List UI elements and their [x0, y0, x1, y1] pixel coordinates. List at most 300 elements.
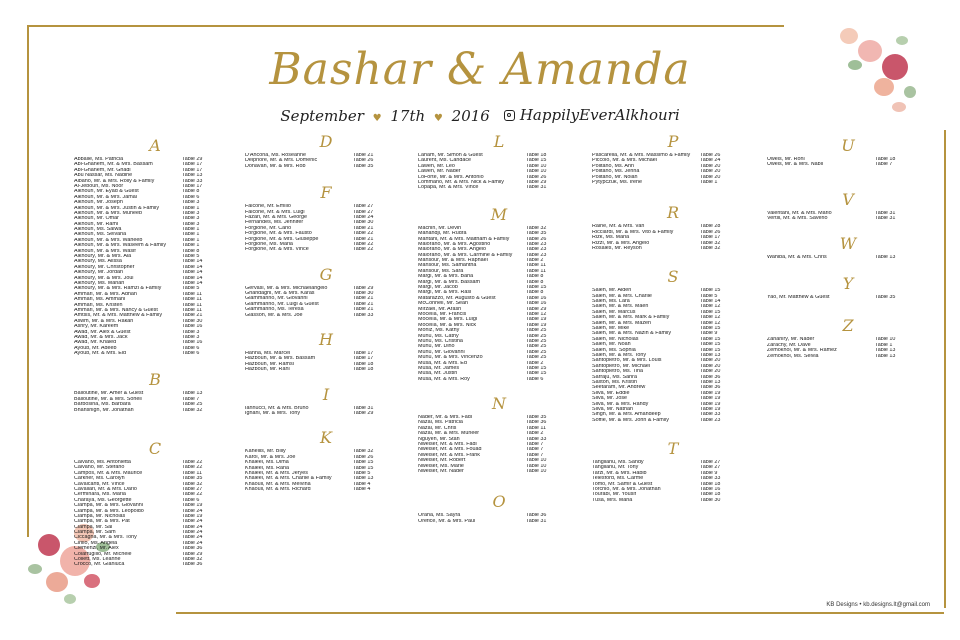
table-number: Table 6	[526, 376, 544, 382]
table-number: Table 25	[526, 349, 547, 355]
table-number: Table 12	[700, 304, 721, 310]
table-number: Table 19	[700, 396, 721, 402]
guest-name: Saleh, Mr. & Mrs. Nazih & Family	[592, 331, 672, 337]
table-number: Table 8	[182, 189, 200, 195]
table-number: Table 23	[526, 241, 547, 247]
table-number: Table 13	[875, 254, 896, 260]
table-number: Table 10	[526, 163, 547, 169]
table-number: Table 22	[182, 465, 203, 471]
guest-name: Nader, Mr. & Mrs. Fadi	[418, 415, 472, 421]
guest-name: Balloutine, Mr. & Mrs. Soheil	[74, 396, 142, 402]
guest-name: Tourabi, Mr. Yousif	[592, 492, 637, 498]
frame-border-bottom	[176, 612, 944, 614]
table-number: Table 8	[182, 248, 200, 254]
table-number: Table 27	[700, 460, 721, 466]
table-number: Table 6	[182, 345, 200, 351]
guest-row	[767, 354, 929, 359]
table-number: Table 23	[700, 417, 721, 423]
guest-name: Matarazzo, Mr. Augusto & Guest	[418, 295, 496, 301]
guest-name: Musa, Mr. Justin	[418, 371, 458, 377]
guest-row	[245, 313, 407, 318]
section-letter: Y	[842, 273, 854, 293]
guest-row	[245, 487, 407, 492]
table-number: Table 24	[182, 519, 203, 525]
table-number: Table 18	[353, 361, 374, 367]
guest-name: Clemenzi, Mr. Alex	[74, 546, 119, 552]
guest-name: Sarraju, Ms. Sahra	[592, 374, 637, 380]
guest-name: Laurent, Ms. Candace	[418, 158, 472, 164]
table-number: Table 21	[353, 153, 374, 158]
table-number: Table 29	[526, 179, 547, 185]
letter-section	[767, 136, 929, 168]
guest-name: Ghandaghi, Mr. & Mrs. Karas	[245, 291, 315, 297]
guest-name: Ashry, Mr. Kareem	[74, 324, 119, 330]
section-letter: T	[667, 439, 679, 459]
table-number: Table 15	[353, 465, 374, 471]
guest-name: Ciampa, Mr. & Mrs. Pat	[74, 519, 130, 525]
guest-name: Tanglianu, Mr. Tony	[592, 465, 639, 471]
guest-name: Tusa, Mrs. Maria	[592, 497, 633, 503]
guest-name: Forgione, Mr. & Mrs. Fausto	[245, 231, 312, 237]
table-number: Table 11	[182, 297, 202, 303]
table-number: Table 1	[182, 243, 200, 249]
table-number: Table 19	[182, 513, 203, 519]
table-number: Table 30	[353, 291, 374, 297]
guest-row	[418, 377, 580, 382]
guest-name: Telesford, Ms. Carme	[592, 476, 644, 482]
table-number: Table 15	[353, 460, 374, 466]
guest-name: Maiorano, Mr. & Mrs. Angelo	[418, 247, 487, 253]
table-number: Table 35	[182, 476, 203, 482]
guest-name: Calvano, Mr. Stefano	[74, 465, 125, 471]
table-number: Table 33	[182, 178, 203, 184]
table-number: Table 15	[700, 288, 721, 294]
guest-name: Forgione, Mr. & Mrs. Vince	[245, 247, 309, 253]
table-number: Table 35	[875, 294, 896, 300]
table-number: Table 10	[526, 169, 547, 175]
table-number: Table 8	[526, 290, 544, 296]
table-number: Table 30	[353, 220, 374, 226]
guest-name: Falcone, Mr. Emilio	[245, 204, 291, 210]
guest-name: Ciampa, Mr. Sal	[74, 524, 113, 530]
table-number: Table 15	[700, 326, 721, 332]
table-number: Table 19	[700, 390, 721, 396]
guest-name: Munu, Mr. Dino	[418, 344, 455, 350]
table-number: Table 18	[875, 157, 896, 162]
table-number: Table 21	[353, 307, 374, 313]
table-number: Table 19	[526, 317, 547, 323]
guest-name: Margi, Mr. & Mrs. Rasi	[418, 290, 472, 296]
guest-name: Rosales, Mr. Reyson	[592, 245, 642, 251]
table-number: Table 8	[526, 274, 544, 280]
guest-name: Munu, Mr. & Mrs. Vincenzo	[418, 355, 483, 361]
table-number: Table 5	[700, 293, 718, 299]
table-number: Table 22	[182, 460, 203, 466]
table-number: Table 3	[182, 210, 200, 216]
table-number: Table 28	[700, 224, 721, 230]
guest-row	[767, 295, 929, 300]
section-letter: D	[319, 132, 333, 151]
guest-name: Forgione, Mr. Carlo	[245, 225, 292, 231]
wedding-date: September ♥ 17th ♥ 2016	[280, 106, 490, 125]
table-number: Table 1	[182, 205, 200, 211]
guest-name: Hazboun, Mr. & Mrs. Bassam	[245, 356, 316, 362]
guest-name: Saleh, Mr. Aiden	[592, 288, 632, 294]
seating-column-1	[74, 136, 236, 572]
table-number: Table 21	[353, 296, 374, 302]
table-number: Table 12	[700, 315, 721, 321]
guest-name: Maiorano, Mr. & Mrs. Agostino	[418, 241, 491, 247]
guest-name: Fazari, Mr. & Mrs. George	[245, 214, 308, 220]
table-number: Table 9	[700, 470, 718, 476]
guest-name: Saleh, Mr. Nicholas	[592, 336, 639, 342]
guest-name: D'Ancona, Ms. Roseanne	[245, 153, 306, 158]
guest-name: Mocella, Mr. Francis	[418, 311, 467, 317]
guest-name: Hazboun, Mr. Rani	[245, 367, 290, 373]
letter-section	[418, 492, 580, 524]
guest-name: Nweiser, Mr. & Mrs. Fouad	[418, 447, 482, 453]
section-letter: M	[490, 204, 508, 224]
table-number: Table 24	[182, 540, 203, 546]
table-number: Table 21	[182, 313, 203, 319]
section-letter: O	[492, 492, 506, 512]
table-number: Table 25	[526, 328, 547, 334]
table-number: Table 5	[182, 286, 200, 292]
guest-name: Santopietro, Mr. Michael	[592, 363, 651, 369]
section-letter: P	[667, 132, 679, 151]
table-number: Table 7	[526, 442, 544, 448]
table-number: Table 17	[182, 162, 203, 168]
guest-name: Uweis, Mr. & Mrs. Nabil	[767, 162, 824, 168]
table-number: Table 32	[353, 449, 374, 455]
table-number: Table 10	[526, 468, 547, 474]
letter-section	[245, 132, 407, 169]
guest-name: Alkhouri, Mr. Rami	[74, 221, 119, 227]
guest-name: Torchio, Mr. & Mrs. Jonathan	[592, 487, 661, 493]
guest-name: Santopietro, Ms. Tina	[592, 369, 643, 375]
letter-section	[74, 136, 236, 356]
guest-name: Ammari, Mr. & Mrs. Nancy & Guest	[74, 307, 158, 313]
guest-name: Politano, Mr. Nolan	[592, 174, 638, 180]
designer-credit: KB Designs • kb.designs.lt@gmail.com	[826, 602, 930, 608]
table-number: Table 8	[526, 279, 544, 285]
section-letter: F	[320, 183, 332, 203]
guest-name: Lawen, Mr. Nader	[418, 169, 461, 175]
table-number: Table 21	[353, 236, 374, 242]
table-number: Table 29	[182, 551, 203, 557]
section-letter: N	[492, 394, 506, 414]
guest-row	[767, 255, 929, 260]
guest-name: Hazboun, Mr. Ramsi	[245, 361, 294, 367]
table-number: Table 36	[700, 374, 721, 380]
guest-name: Moniz, Ms. Kathy	[418, 328, 460, 334]
table-number: Table 12	[700, 320, 721, 326]
guest-row	[418, 519, 580, 524]
guest-name: Musa, Mr. James	[418, 365, 460, 371]
guest-name: Delpriore, Mr. & Mrs. Domenic	[245, 158, 318, 164]
guest-name: Zananiry, Mr. Nader	[767, 337, 815, 343]
letter-section	[245, 183, 407, 253]
table-number: Table 32	[182, 481, 203, 487]
guest-name: Nweiser, Mr. & Mrs. Frank	[418, 452, 480, 458]
guest-name: Saleh, Ms. Lara	[592, 299, 630, 305]
letter-section	[592, 439, 754, 503]
table-number: Table 1	[700, 179, 718, 185]
guest-name: Abi-Ghanem, Mr. & Mrs. Bassam	[74, 162, 153, 168]
table-number: Table 16	[526, 295, 547, 301]
guest-name: Oraha, Ms. Sayra	[418, 513, 461, 519]
guest-name: Ignani, Mr. & Mrs. Tony	[245, 410, 301, 416]
table-number: Table 7	[526, 447, 544, 453]
table-number: Table 10	[526, 458, 547, 464]
guest-name: Zemokhol, Mr. & Mrs. Ramez	[767, 348, 837, 354]
section-letter: L	[493, 132, 505, 151]
table-number: Table 24	[353, 214, 374, 220]
table-number: Table 11	[526, 425, 546, 431]
table-number: Table 31	[526, 185, 547, 191]
guest-name: Silva, Mr. Jose	[592, 396, 628, 402]
table-number: Table 20	[700, 163, 721, 169]
table-number: Table 21	[353, 301, 374, 307]
guest-name: Alkhouri, Ms. Salwa	[74, 227, 122, 233]
table-number: Table 23	[526, 247, 547, 253]
table-number: Table 25	[182, 402, 203, 408]
table-number: Table 4	[353, 481, 371, 487]
table-number: Table 31	[526, 518, 547, 524]
guest-name: Mirzaei, Mr. Arash	[418, 306, 462, 312]
guest-name: Albano, Mr. & Mrs. Rolly & Family	[74, 178, 155, 184]
table-number: Table 7	[526, 452, 544, 458]
header-subline	[0, 106, 960, 125]
guest-row	[245, 164, 407, 169]
table-number: Table 11	[182, 291, 202, 297]
table-number: Table 13	[182, 173, 203, 179]
table-number: Table 33	[700, 412, 721, 418]
letter-section	[592, 132, 754, 185]
table-number: Table 14	[182, 280, 203, 286]
table-number: Table 24	[182, 508, 203, 514]
guest-name: Iannucci, Mr. & Mrs. Bruno	[245, 405, 309, 411]
hashtag	[504, 106, 680, 124]
table-number: Table 36	[526, 420, 547, 426]
table-number: Table 4	[353, 487, 371, 493]
table-number: Table 13	[700, 379, 721, 385]
table-number: Table 1	[182, 237, 200, 243]
guest-name: Alkhouri, Mr. Joseph	[74, 200, 123, 206]
table-number: Table 18	[526, 153, 547, 158]
table-number: Table 29	[353, 410, 374, 416]
section-letter: S	[667, 267, 679, 287]
guest-name: Mansour, Ms. Samantha	[418, 263, 477, 269]
guest-name: Alkhouri, Mr. & Mrs. Waseem & Family	[74, 243, 167, 249]
table-number: Table 35	[526, 415, 547, 421]
table-number: Table 24	[182, 530, 203, 536]
guest-name: Silva, Mr. & Mrs. Randy	[592, 401, 649, 407]
table-number: Table 1	[182, 232, 200, 238]
guest-name: Tanglianu, Ms. Sandy	[592, 460, 644, 466]
table-number: Table 3	[182, 200, 200, 206]
table-number: Table 29	[526, 306, 547, 312]
guest-name: Zemokhol, Ms. Selvia	[767, 353, 819, 359]
table-number: Table 2	[526, 431, 544, 437]
table-number: Table 13	[875, 353, 896, 359]
table-number: Table 23	[526, 252, 547, 258]
guest-name: Alkhoury, Mr. Jordan	[74, 270, 124, 276]
table-number: Table 11	[182, 470, 202, 476]
table-number: Table 9	[700, 331, 718, 337]
guest-name: Donavan, Mr. & Mrs. Rob	[245, 163, 306, 169]
guest-name: Alkhoury, Mr. & Mrs. Ramzi & Family	[74, 286, 162, 292]
guest-name: Nweiser, Mr. & Mrs. Fadi	[418, 442, 477, 448]
table-number: Table 1	[182, 227, 200, 233]
table-number: Table 36	[700, 385, 721, 391]
section-letter: B	[149, 370, 161, 390]
guest-name: Karol, Mr. & Mrs. Joe	[245, 454, 296, 460]
section-letter: U	[841, 136, 855, 155]
table-number: Table 6	[182, 497, 200, 503]
guest-name: Saleh, Mr. & Mrs. Charlie	[592, 293, 652, 299]
guest-name: Piccolo, Mr. & Mrs. Michael	[592, 158, 658, 164]
guest-name: Tarzi, Mr. & Mrs. Habib	[592, 470, 647, 476]
table-number: Table 18	[700, 481, 721, 487]
guest-name: Saleh, Mr. & Mrs. Mazen	[592, 320, 652, 326]
table-number: Table 1	[875, 342, 893, 348]
table-number: Table 11	[182, 307, 202, 313]
table-number: Table 15	[526, 365, 547, 371]
table-number: Table 22	[353, 241, 374, 247]
table-number: Table 16	[182, 340, 203, 346]
guest-name: Giasson, Mr. & Mrs. Joe	[245, 312, 303, 318]
guest-name: Seetaram, Mr. Andrew	[592, 385, 646, 391]
guest-name: Awad, Mr. Khaled	[74, 340, 117, 346]
section-letter: C	[148, 439, 162, 459]
section-letter: G	[319, 264, 333, 284]
guest-name: Kanellis, Mr. Billy	[245, 449, 286, 455]
table-number: Table 17	[700, 235, 721, 241]
table-number: Table 27	[182, 486, 203, 492]
table-number: Table 19	[700, 406, 721, 412]
guest-name: Lommano, Mr. & Mrs. Nick & Family	[418, 179, 504, 185]
guest-name: Saleh, Mr. & Mrs. Mark & Family	[592, 315, 670, 321]
guest-name: Margi, Mr. & Mrs. Baha	[418, 274, 474, 280]
table-number: Table 6	[182, 351, 200, 357]
table-number: Table 12	[526, 311, 547, 317]
table-number: Table 30	[182, 318, 203, 324]
table-number: Table 20	[700, 169, 721, 175]
guest-name: Nguyen, Mr. Stan	[418, 436, 460, 442]
table-number: Table 22	[182, 492, 203, 498]
guest-name: Pytypczuk, Ms. Irene	[592, 179, 643, 185]
table-number: Table 2	[526, 258, 544, 264]
guest-name: Ciccagna, Mr. & Mrs. Tony	[74, 535, 137, 541]
table-number: Table 26	[353, 454, 374, 460]
guest-name: Khaleel, Mr. & Mrs. Jeryes	[245, 470, 308, 476]
guest-name: Rizk, Ms. Maria	[592, 235, 630, 241]
guest-name: LoForte, Mr. & Mrs. Antonio	[418, 174, 484, 180]
table-number: Table 14	[182, 275, 203, 281]
guest-name: Singh, Mr. & Mrs. Amandeep	[592, 412, 661, 418]
guest-name: Zaracny, Mr. Dave	[767, 342, 811, 348]
guest-name: Saleh, Ms. Sophia	[592, 347, 636, 353]
table-number: Table 13	[875, 348, 896, 354]
table-number: Table 3	[182, 216, 200, 222]
table-number: Table 31	[875, 210, 896, 216]
guest-name: Machin, Mr. Devin	[418, 225, 462, 231]
table-number: Table 14	[182, 270, 203, 276]
guest-name: Crocco, Mr. Gianluca	[74, 562, 125, 568]
table-number: Table 20	[700, 358, 721, 364]
guest-name: Alkhoury, Ms. Alissa	[74, 259, 122, 265]
table-number: Table 16	[526, 301, 547, 307]
table-number: Table 5	[182, 254, 200, 260]
guest-name: Munu, Ms. Cathy	[418, 333, 459, 339]
guest-name: Mahtani, Mr. & Mrs. Maitham & Family	[418, 236, 510, 242]
guest-name: Tomo, Mr. Samir & Guest	[592, 481, 653, 487]
guest-name: Laham, Mr. Simon & Guest	[418, 153, 483, 158]
guest-name: Cavalcanti, Mr. Vince	[74, 481, 125, 487]
letter-section	[767, 190, 929, 222]
guest-name: Alkhouri, Ms. Selvana	[74, 232, 127, 238]
table-number: Table 26	[700, 153, 721, 158]
guest-name: Soffie, Mr. & Mrs. John & Family	[592, 417, 669, 423]
guest-row	[245, 247, 407, 252]
table-number: Table 22	[353, 247, 374, 253]
hashtag-text: HappilyEverAlkhouri	[519, 106, 680, 124]
guest-name: Mansour, Mr. & Mrs. Raphael	[418, 258, 488, 264]
guest-name: Khaleel, Mr. & Mrs. Charlie & Family	[245, 476, 332, 482]
guest-name: Ciampa, Mr. & Mrs. Giovanni	[74, 503, 143, 509]
seating-column-3	[418, 132, 580, 528]
letter-section	[74, 439, 236, 568]
guest-row	[592, 418, 754, 423]
letter-section	[245, 265, 407, 318]
guest-row	[418, 185, 580, 190]
guest-name: Saleh, Mr. & Mrs. Maen	[592, 304, 649, 310]
guest-name: Santopietro, Mr. & Mrs. Louis	[592, 358, 662, 364]
frame-border-right	[944, 130, 946, 608]
table-number: Table 36	[526, 513, 547, 519]
table-number: Table 33	[700, 476, 721, 482]
guest-name: Alkhouri, Mr. & Mrs. Wasif	[74, 248, 136, 254]
table-number: Table 26	[700, 229, 721, 235]
table-number: Table 19	[182, 503, 203, 509]
table-number: Table 20	[700, 369, 721, 375]
section-letter: K	[320, 428, 332, 448]
guest-row	[767, 162, 929, 167]
guest-name: Alkhoury, Mr. Christopher	[74, 264, 135, 270]
table-number: Table 27	[700, 465, 721, 471]
guest-name: Khaleel, Ms. Rana	[245, 465, 290, 471]
guest-name: Falcone, Mr. & Mrs. Luigi	[245, 209, 305, 215]
guest-name: McConnell, Mr. Sean	[418, 301, 469, 307]
table-number: Table 16	[700, 487, 721, 493]
table-number: Table 15	[700, 347, 721, 353]
letter-section	[245, 385, 407, 417]
guest-name: Saleh, Mr. Mike	[592, 326, 630, 332]
table-number: Table 15	[700, 309, 721, 315]
guest-name: Munu, Ms. Cristina	[418, 338, 463, 344]
seating-column-4	[592, 132, 754, 507]
table-number: Table 18	[353, 367, 374, 373]
guest-name: Nazal, Mr. & Mrs. Muneer	[418, 431, 480, 437]
guest-name: Saleh, Mr. Noah	[592, 342, 631, 348]
guest-name: Giammarino, Mr. Luigi & Guest	[245, 301, 319, 307]
table-number: Table 10	[875, 337, 896, 343]
table-number: Table 32	[700, 245, 721, 251]
table-number: Table 17	[353, 356, 374, 362]
guest-name: Alkhoury, Mr. & Mrs. Ala	[74, 254, 132, 260]
guest-name: Carkner, Ms. Carolyn	[74, 476, 125, 482]
